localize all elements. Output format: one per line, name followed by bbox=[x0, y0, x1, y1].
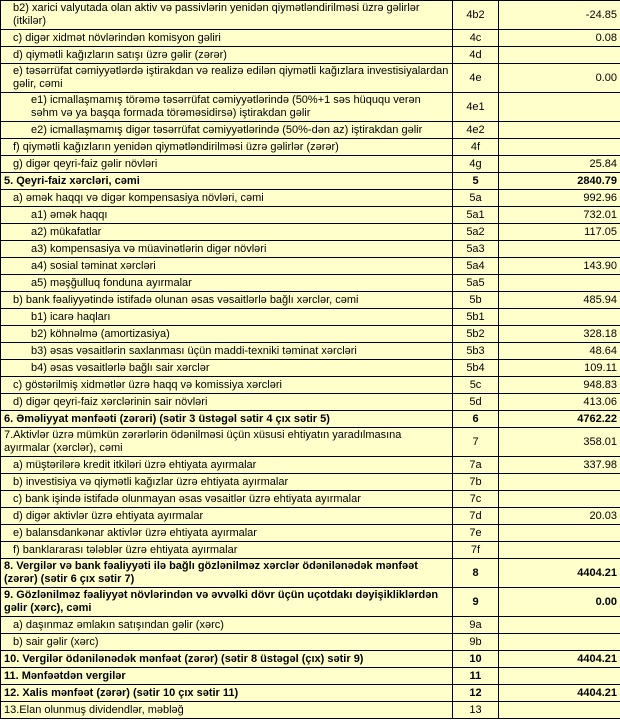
table-row bbox=[1, 377, 620, 394]
row-code: 4c bbox=[453, 30, 499, 47]
row-label: 7.Aktivlər üzrə mümkün zərərlərin ödənilməsi üçün xüsusi ehtiyatın yaradılmasına ayırmalar (xərclər), cəmi bbox=[1, 428, 453, 457]
row-value bbox=[499, 309, 620, 326]
row-label: e) balansdankənar aktivlər üzrə ehtiyata ayırmalar bbox=[1, 525, 453, 542]
table-row bbox=[1, 702, 620, 719]
row-value: 992.96 bbox=[499, 190, 620, 207]
row-value bbox=[499, 93, 620, 122]
row-value: 0.00 bbox=[499, 588, 620, 617]
row-label: a) əmək haqqı və digər kompensasiya növləri, cəmi bbox=[1, 190, 453, 207]
row-label: a1) əmək haqqı bbox=[1, 207, 453, 224]
row-value bbox=[499, 139, 620, 156]
row-code: 9 bbox=[453, 588, 499, 617]
row-value bbox=[499, 474, 620, 491]
row-value: 732.01 bbox=[499, 207, 620, 224]
row-code: 6 bbox=[453, 411, 499, 428]
row-code: 5a bbox=[453, 190, 499, 207]
row-code: 7b bbox=[453, 474, 499, 491]
table-row bbox=[1, 542, 620, 559]
row-value: 48.64 bbox=[499, 343, 620, 360]
row-code: 5a1 bbox=[453, 207, 499, 224]
row-label: e2) icmallaşmamış digər təsərrüfat cəmiyyətlərində (50%-dən az) iştirakdan gəlir bbox=[1, 122, 453, 139]
row-code: 5a4 bbox=[453, 258, 499, 275]
row-value: 20.03 bbox=[499, 508, 620, 525]
table-row bbox=[1, 651, 620, 668]
table-row bbox=[1, 207, 620, 224]
row-value bbox=[499, 525, 620, 542]
table-row bbox=[1, 275, 620, 292]
row-label: a4) sosial təminat xərcləri bbox=[1, 258, 453, 275]
table-row bbox=[1, 241, 620, 258]
row-code: 4d bbox=[453, 47, 499, 64]
row-value bbox=[499, 47, 620, 64]
row-value: 0.00 bbox=[499, 64, 620, 93]
row-label: b) bank fəaliyyətində istifadə olunan əsas vəsaitlərlə bağlı xərclər, cəmi bbox=[1, 292, 453, 309]
row-label: e1) icmallaşmamış törəmə təsərrüfat cəmiyyətlərində (50%+1 səs hüququ verən səhm və ya başqa formada törəməsidirsə) iştirakdan gəlir bbox=[1, 93, 453, 122]
row-value: 485.94 bbox=[499, 292, 620, 309]
row-label: b1) icarə haqları bbox=[1, 309, 453, 326]
row-value: 4404.21 bbox=[499, 559, 620, 588]
row-code: 7d bbox=[453, 508, 499, 525]
row-label: b2) xarici valyutada olan aktiv və passivlərin yenidən qiymətləndirilməsi üzrə gəlirlər (itkilər) bbox=[1, 1, 453, 30]
table-body bbox=[1, 1, 620, 719]
table-row bbox=[1, 292, 620, 309]
table-row bbox=[1, 491, 620, 508]
row-value bbox=[499, 634, 620, 651]
row-label: b3) əsas vəsaitlərin saxlanması üçün maddi-texniki təminat xərcləri bbox=[1, 343, 453, 360]
row-code: 7e bbox=[453, 525, 499, 542]
row-label: 12. Xalis mənfəət (zərər) (sətir 10 çıx sətir 11) bbox=[1, 685, 453, 702]
row-label: d) digər qeyri-faiz xərclərinin sair növləri bbox=[1, 394, 453, 411]
row-label: c) göstərilmiş xidmətlər üzrə haqq və komissiya xərcləri bbox=[1, 377, 453, 394]
row-label: 8. Vergilər və bank fəaliyyəti ilə bağlı gözlənilməz xərclər ödənilənədək mənfəət (zərər) (sətir 6 çıx sətir 7) bbox=[1, 559, 453, 588]
row-value bbox=[499, 491, 620, 508]
row-label: a5) məşğulluq fonduna ayırmalar bbox=[1, 275, 453, 292]
table-row bbox=[1, 360, 620, 377]
row-code: 7 bbox=[453, 428, 499, 457]
row-code: 5b4 bbox=[453, 360, 499, 377]
table-row bbox=[1, 588, 620, 617]
row-value: 358.01 bbox=[499, 428, 620, 457]
row-value: 948.83 bbox=[499, 377, 620, 394]
row-label: 6. Əməliyyat mənfəəti (zərəri) (sətir 3 üstəgəl sətir 4 çıx sətir 5) bbox=[1, 411, 453, 428]
row-value bbox=[499, 542, 620, 559]
table-row bbox=[1, 139, 620, 156]
row-value bbox=[499, 122, 620, 139]
table-row bbox=[1, 411, 620, 428]
row-code: 5 bbox=[453, 173, 499, 190]
row-code: 7c bbox=[453, 491, 499, 508]
row-value bbox=[499, 275, 620, 292]
row-code: 5b3 bbox=[453, 343, 499, 360]
row-value: 143.90 bbox=[499, 258, 620, 275]
row-code: 5b2 bbox=[453, 326, 499, 343]
row-code: 4e2 bbox=[453, 122, 499, 139]
row-code: 5a5 bbox=[453, 275, 499, 292]
row-label: f) banklararası tələblər üzrə ehtiyata ayırmalar bbox=[1, 542, 453, 559]
table-row bbox=[1, 47, 620, 64]
row-value: 4762.22 bbox=[499, 411, 620, 428]
row-label: 11. Mənfəətdən vergilər bbox=[1, 668, 453, 685]
row-label: b) investisiya və qiymətli kağızlar üzrə ehtiyata ayırmalar bbox=[1, 474, 453, 491]
row-code: 11 bbox=[453, 668, 499, 685]
table-row bbox=[1, 559, 620, 588]
table-row bbox=[1, 428, 620, 457]
row-label: a) müştərilərə kredit itkiləri üzrə ehtiyata ayırmalar bbox=[1, 457, 453, 474]
row-code: 10 bbox=[453, 651, 499, 668]
row-code: 4g bbox=[453, 156, 499, 173]
row-code: 5a2 bbox=[453, 224, 499, 241]
row-value: -24.85 bbox=[499, 1, 620, 30]
row-label: b4) əsas vəsaitlərlə bağlı sair xərclər bbox=[1, 360, 453, 377]
row-value bbox=[499, 617, 620, 634]
row-value bbox=[499, 241, 620, 258]
table-row bbox=[1, 173, 620, 190]
row-value: 117.05 bbox=[499, 224, 620, 241]
table-row bbox=[1, 343, 620, 360]
row-label: f) qiymətli kağızların yenidən qiymətləndirilməsi üzrə gəlirlər (zərər) bbox=[1, 139, 453, 156]
table-row bbox=[1, 309, 620, 326]
table-row bbox=[1, 685, 620, 702]
row-label: e) təsərrüfat cəmiyyətlərdə iştirakdan və realizə edilən qiymətli kağızlara investisiyalardan gəlir, cəmi bbox=[1, 64, 453, 93]
row-code: 5b1 bbox=[453, 309, 499, 326]
row-code: 4e bbox=[453, 64, 499, 93]
row-value: 4404.21 bbox=[499, 685, 620, 702]
row-value: 328.18 bbox=[499, 326, 620, 343]
table-row bbox=[1, 1, 620, 30]
table-row bbox=[1, 156, 620, 173]
table-row bbox=[1, 258, 620, 275]
row-value: 4404.21 bbox=[499, 651, 620, 668]
row-label: 10. Vergilər ödənilənədək mənfəət (zərər) (sətir 8 üstəgəl (çıx) sətir 9) bbox=[1, 651, 453, 668]
row-value bbox=[499, 702, 620, 719]
row-value bbox=[499, 668, 620, 685]
table-row bbox=[1, 93, 620, 122]
row-value: 25.84 bbox=[499, 156, 620, 173]
row-code: 5a3 bbox=[453, 241, 499, 258]
table-row bbox=[1, 525, 620, 542]
row-code: 5d bbox=[453, 394, 499, 411]
table-row bbox=[1, 474, 620, 491]
row-label: a) daşınmaz əmlakın satışından gəlir (xərc) bbox=[1, 617, 453, 634]
row-code: 7f bbox=[453, 542, 499, 559]
table-row bbox=[1, 224, 620, 241]
row-label: a3) kompensasiya və müavinətlərin digər növləri bbox=[1, 241, 453, 258]
row-value: 109.11 bbox=[499, 360, 620, 377]
row-label: g) digər qeyri-faiz gəlir növləri bbox=[1, 156, 453, 173]
row-value: 0.08 bbox=[499, 30, 620, 47]
row-label: b) sair gəlir (xərc) bbox=[1, 634, 453, 651]
row-label: 13.Elan olunmuş dividendlər, məbləğ bbox=[1, 702, 453, 719]
row-value: 337.98 bbox=[499, 457, 620, 474]
table-row bbox=[1, 326, 620, 343]
row-code: 9b bbox=[453, 634, 499, 651]
table-row bbox=[1, 668, 620, 685]
row-label: d) digər aktivlər üzrə ehtiyata ayırmalar bbox=[1, 508, 453, 525]
row-label: a2) mükafatlar bbox=[1, 224, 453, 241]
row-code: 5b bbox=[453, 292, 499, 309]
table-row bbox=[1, 122, 620, 139]
row-code: 4f bbox=[453, 139, 499, 156]
row-code: 5c bbox=[453, 377, 499, 394]
row-label: d) qiymətli kağızların satışı üzrə gəlir (zərər) bbox=[1, 47, 453, 64]
row-label: c) bank işində istifadə olunmayan əsas vəsaitlər üzrə ehtiyata ayırmalar bbox=[1, 491, 453, 508]
row-label: b2) köhnəlmə (amortizasiya) bbox=[1, 326, 453, 343]
table-row bbox=[1, 190, 620, 207]
row-code: 13 bbox=[453, 702, 499, 719]
row-code: 8 bbox=[453, 559, 499, 588]
row-value: 2840.79 bbox=[499, 173, 620, 190]
row-code: 4e1 bbox=[453, 93, 499, 122]
table-row bbox=[1, 634, 620, 651]
row-code: 4b2 bbox=[453, 1, 499, 30]
table-row bbox=[1, 457, 620, 474]
row-label: 9. Gözlənilməz fəaliyyət növlərindən və əvvəlki dövr üçün uçotdakı dəyişikliklərdən gəlir (xərc), cəmi bbox=[1, 588, 453, 617]
row-label: c) digər xidmət növlərindən komisyon gəliri bbox=[1, 30, 453, 47]
row-code: 12 bbox=[453, 685, 499, 702]
table-row bbox=[1, 617, 620, 634]
table-row bbox=[1, 30, 620, 47]
row-code: 9a bbox=[453, 617, 499, 634]
row-value: 413.06 bbox=[499, 394, 620, 411]
table-row bbox=[1, 64, 620, 93]
table-row bbox=[1, 508, 620, 525]
row-label: 5. Qeyri-faiz xərcləri, cəmi bbox=[1, 173, 453, 190]
table-row bbox=[1, 394, 620, 411]
row-code: 7a bbox=[453, 457, 499, 474]
